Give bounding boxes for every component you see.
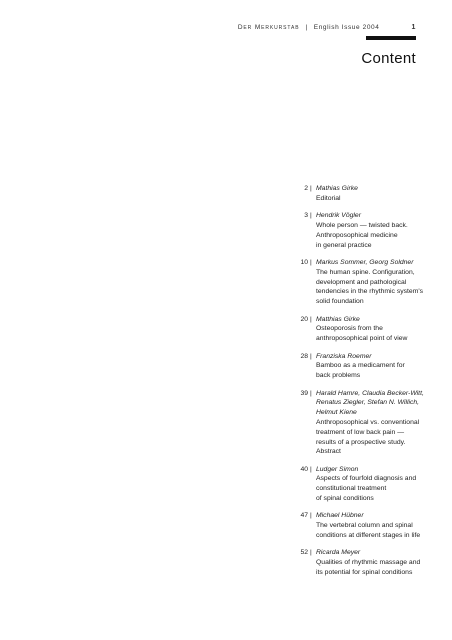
toc-authors: Markus Sommer, Georg Soldner (316, 258, 414, 266)
running-header (238, 24, 416, 31)
toc-page-number: 40 (300, 465, 308, 473)
toc-page-number: 47 (300, 512, 308, 520)
toc-entry (270, 389, 430, 458)
toc-entry (270, 184, 430, 204)
toc-authors: Hendrik Vögler (316, 212, 361, 220)
toc-separator: | (310, 212, 312, 220)
toc-title-line: results of a prospective study. (316, 438, 406, 446)
toc-separator: | (310, 389, 312, 397)
toc-separator: | (310, 465, 312, 473)
toc-title-line: Anthroposophical vs. conventional (316, 418, 420, 426)
toc-entry (270, 211, 430, 250)
header-rule (366, 36, 416, 40)
toc-page-number: 20 (300, 315, 308, 323)
toc-title-line: its potential for spinal conditions (316, 569, 413, 577)
publication-name: Der Merkurstab (237, 24, 300, 31)
toc-separator: | (310, 185, 312, 192)
toc-authors: Harald Hamre, Claudia Becker-Witt, (316, 389, 424, 397)
toc-title-line: development and pathological (316, 278, 407, 286)
toc-entry (270, 315, 430, 344)
toc-page-number: 2 (304, 185, 308, 192)
toc-page-number: 28 (300, 352, 308, 360)
toc-authors: Renatus Ziegler, Stefan N. Willich, (316, 399, 420, 407)
toc-title-line: anthroposophical point of view (316, 335, 408, 343)
toc-page-number: 52 (300, 549, 308, 557)
toc-page-number: 39 (300, 389, 308, 397)
toc-title-line: constitutional treatment (316, 485, 387, 493)
toc-authors: Helmut Kiene (316, 409, 357, 417)
toc-title-line: Anthroposophical medicine (316, 231, 398, 239)
toc-title-line: in general practice (316, 241, 372, 249)
toc-title-line: of spinal conditions (316, 495, 374, 503)
toc-page-number: 3 (304, 212, 308, 220)
toc-title-line: tendencies in the rhythmic system's (316, 288, 424, 296)
toc-authors: Matthias Girke (316, 315, 360, 323)
toc-entry (270, 258, 430, 307)
toc-authors: Franziska Roemer (316, 352, 372, 360)
toc-title-line: Osteoporosis from the (316, 325, 383, 333)
toc-title-line: Whole person — twisted back. (316, 221, 408, 229)
toc-title-line: The human spine. Configuration, (316, 268, 415, 276)
toc-page-number: 10 (300, 258, 308, 266)
table-of-contents (270, 184, 430, 585)
toc-authors: Mathias Girke (316, 185, 358, 192)
toc-entry (270, 511, 430, 540)
toc-title-line: The vertebral column and spinal (316, 522, 413, 530)
toc-entry (270, 548, 430, 577)
toc-authors: Ricarda Meyer (316, 549, 361, 557)
toc-title-line: solid foundation (316, 298, 364, 306)
toc-title-line: Qualities of rhythmic massage and (316, 559, 421, 567)
toc-separator: | (310, 258, 312, 266)
toc-authors: Ludger Simon (316, 465, 359, 473)
toc-separator: | (310, 315, 312, 323)
toc-title-line: treatment of low back pain — (316, 428, 405, 436)
toc-entry (270, 352, 430, 381)
issue-label: English Issue 2004 (313, 24, 380, 31)
toc-authors: Michael Hübner (316, 512, 364, 520)
toc-title-line: Editorial (316, 194, 341, 202)
toc-separator: | (310, 549, 312, 557)
toc-title-line: conditions at different stages in life (316, 532, 421, 540)
page-number: 1 (411, 24, 416, 31)
toc-title-line: Aspects of fourfold diagnosis and (316, 475, 417, 483)
toc-title-line: Abstract (316, 448, 341, 456)
toc-separator: | (310, 512, 312, 520)
toc-title-line: back problems (316, 372, 361, 380)
toc-title-line: Bamboo as a medicament for (316, 362, 405, 370)
toc-separator: | (310, 352, 312, 360)
header-separator: | (305, 24, 308, 31)
toc-entry (270, 465, 430, 504)
page-title: Content (361, 50, 416, 67)
